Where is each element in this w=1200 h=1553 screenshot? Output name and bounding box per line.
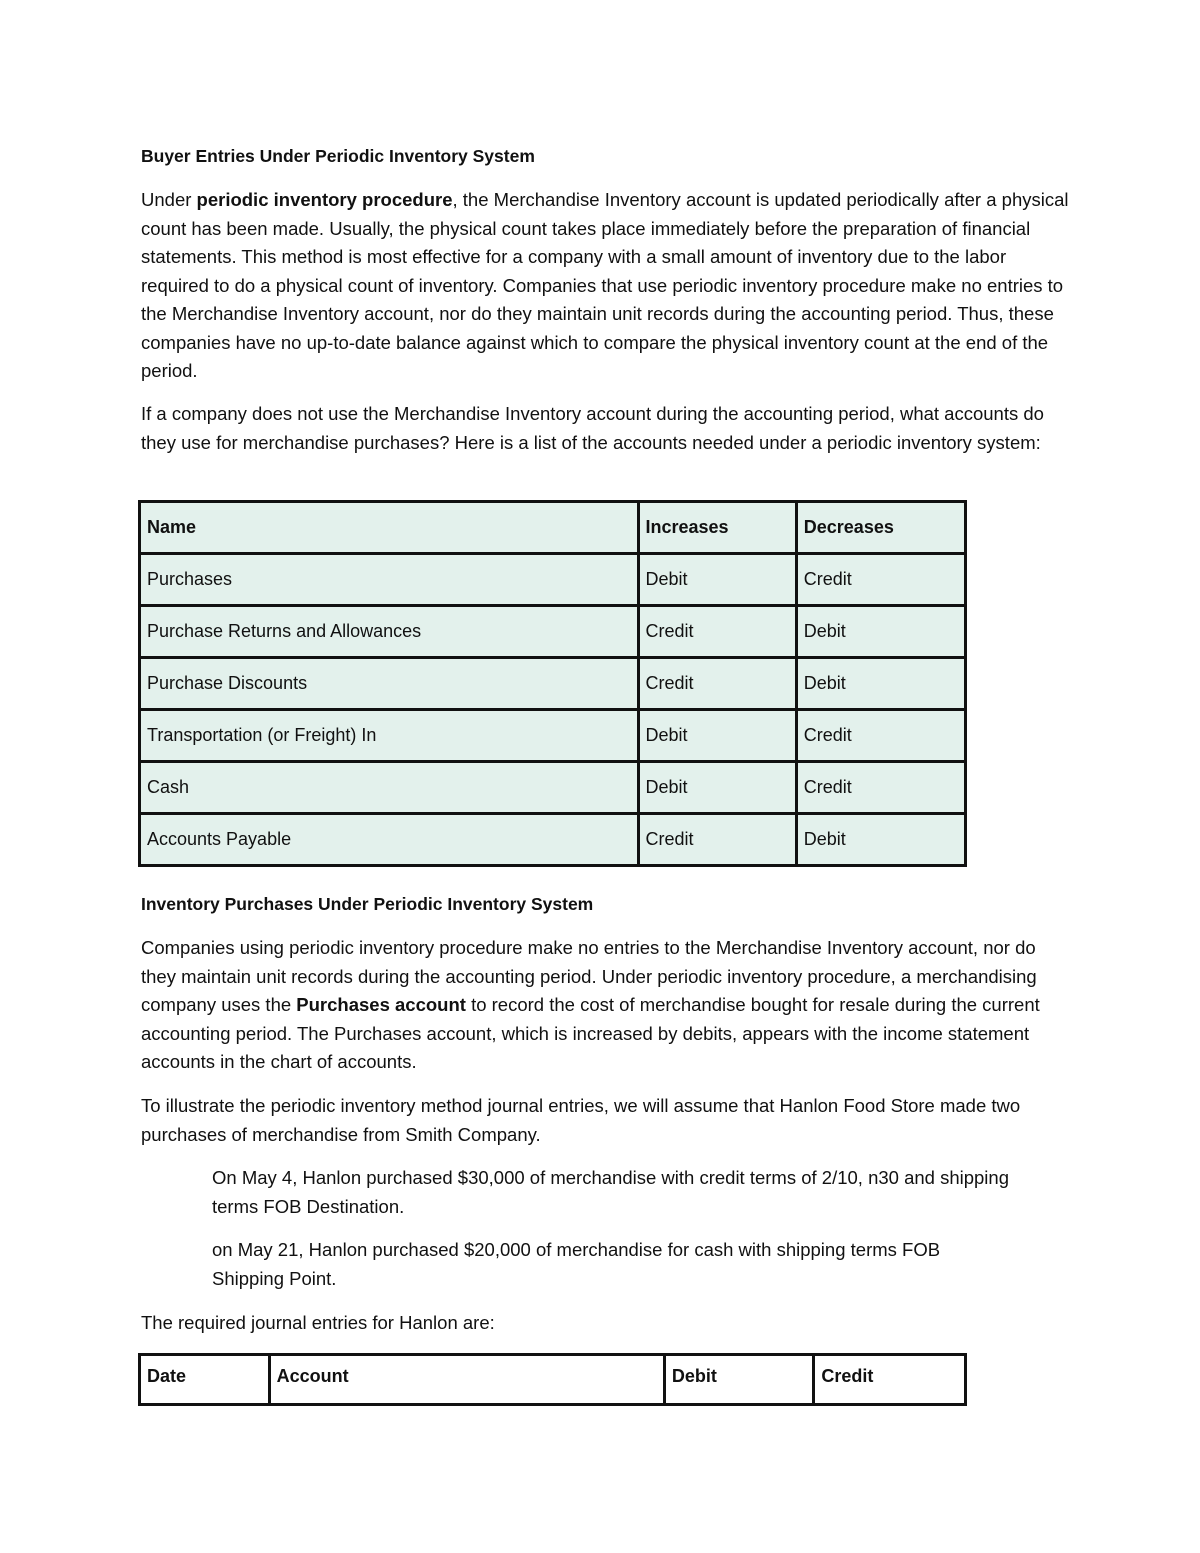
table-row [140,606,966,658]
accounts-table [138,500,967,867]
increases-cell: Credit [638,658,796,710]
increases-cell: Credit [638,814,796,866]
table-row [140,762,966,814]
example-may-21: on May 21, Hanlon purchased $20,000 of merchandise for cash with shipping terms FOB Shipping Point. [212,1239,941,1289]
paragraph-text: Under [141,189,197,210]
section-title-buyer-entries: Buyer Entries Under Periodic Inventory System [141,146,535,166]
header-name: Name [140,502,639,554]
table-row [140,554,966,606]
section-title-inventory-purchases: Inventory Purchases Under Periodic Inventory System [141,894,594,914]
paragraph-text: Companies using periodic inventory procedure make no entries to the Merchandise Inventory account, nor do they maintain unit records during the accounting period. Under periodic inventory procedure, a merchandising company uses the [141,937,1037,1015]
account-name: Transportation (or Freight) In [140,710,639,762]
account-name: Purchases [140,554,639,606]
paragraph-text: , the Merchandise Inventory account is updated periodically after a physical count has been made. Usually, the physical count takes place immediately before the preparation of financial statements. This method is most effective for a company with a small amount of inventory due to the labor required to do a physical count of inventory. Companies that use periodic inventory procedure make no entries to the Merchandise Inventory account, nor do they maintain unit records during the accounting period. Thus, these companies have no up-to-date balance against which to compare the physical inventory count at the end of the period. [141,189,1069,381]
header-credit: Credit [814,1355,966,1405]
example-may-4: On May 4, Hanlon purchased $30,000 of merchandise with credit terms of 2/10, n30 and shipping terms FOB Destination. [212,1167,1009,1217]
paragraph-purchases-account [141,934,1071,1077]
table-row [140,658,966,710]
paragraph-text: to record the cost of merchandise bought for resale during the current accounting period. The Purchases account, which is increased by debits, appears with the income statement accounts in the chart of accounts. [141,994,1040,1072]
header-account: Account [269,1355,664,1405]
header-debit: Debit [664,1355,814,1405]
bold-term-periodic-inventory: periodic inventory procedure [196,189,453,210]
account-name: Purchase Returns and Allowances [140,606,639,658]
table-row [140,814,966,866]
paragraph-accounts-intro: If a company does not use the Merchandise Inventory account during the accounting period, what accounts do they use for merchandise purchases? Here is a list of the accounts needed under a periodic inventory system: [141,403,1044,453]
increases-cell: Credit [638,606,796,658]
decreases-cell: Credit [796,762,965,814]
increases-cell: Debit [638,762,796,814]
paragraph-periodic-procedure [141,186,1071,386]
decreases-cell: Debit [796,606,965,658]
paragraph-journal-intro: The required journal entries for Hanlon are: [141,1312,495,1333]
header-date: Date [140,1355,270,1405]
table-row [140,710,966,762]
decreases-cell: Credit [796,554,965,606]
account-name: Purchase Discounts [140,658,639,710]
bold-term-purchases-account: Purchases account [296,994,466,1015]
increases-cell: Debit [638,554,796,606]
account-name: Accounts Payable [140,814,639,866]
decreases-cell: Debit [796,814,965,866]
journal-entries-table [138,1353,967,1406]
header-increases: Increases [638,502,796,554]
decreases-cell: Debit [796,658,965,710]
account-name: Cash [140,762,639,814]
decreases-cell: Credit [796,710,965,762]
header-decreases: Decreases [796,502,965,554]
accounts-table-header-row [140,502,966,554]
paragraph-illustration-intro: To illustrate the periodic inventory method journal entries, we will assume that Hanlon Food Store made two purchases of merchandise from Smith Company. [141,1095,1021,1145]
increases-cell: Debit [638,710,796,762]
journal-table-header-row [140,1355,966,1405]
